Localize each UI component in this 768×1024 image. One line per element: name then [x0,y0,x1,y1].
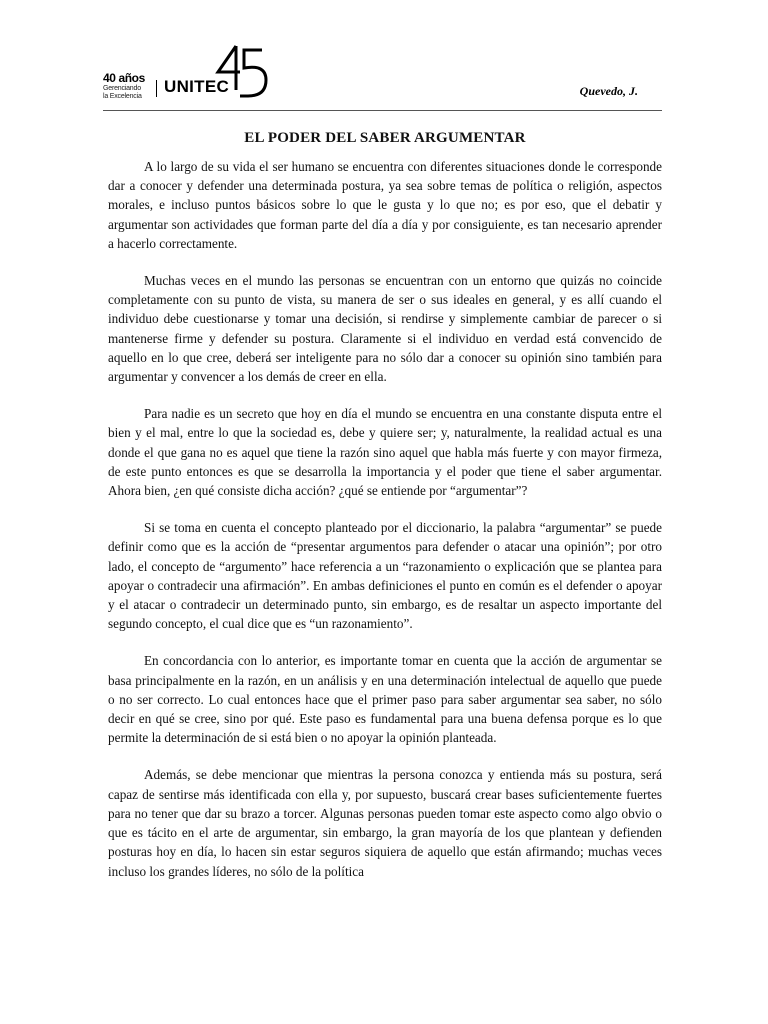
anniversary-tagline-line2: la Excelencia [103,93,142,100]
author-name: Quevedo, J. [579,84,638,98]
paragraph: A lo largo de su vida el ser humano se encuentra con diferentes situaciones donde le corresponde dar a conocer y defender una determinada postura, ya sea sobre temas de política o religión, aspectos morales, e incluso puntos básicos sobre lo que le gusta y lo que no; es por eso, que el debatir y argumentar son actividades que forman parte del día a día y por consiguiente, es tan necesario aprender a hacerlo correctamente. [108,159,662,251]
paragraph: Además, se debe mencionar que mientras la persona conozca y entienda más su postura, será capaz de sentirse más identificada con ella y, por supuesto, buscará crear bases suficientemente fuertes para no tener que dar su brazo a torcer. Algunas personas pueden tomar este aspecto como algo obvio o que es tácito en el arte de argumentar, sin embargo, la gran mayoría de los que plantean y defienden posturas hoy en día, lo hacen sin estar seguros siquiera de aquello que están afirmando; muchas veces incluso los grandes líderes, no sólo de la política [108,767,662,879]
anniversary-tagline-line1: Gerenciando [103,85,141,92]
anniversary-title: 40 años [103,71,145,85]
logo-divider [156,80,157,97]
document-title: EL PODER DEL SABER ARGUMENTAR [244,130,526,146]
unitec-brand: UNITEC [164,77,230,96]
paragraph: Muchas veces en el mundo las personas se encuentran con un entorno que quizás no coincide completamente con su punto de vista, su manera de ser o sus ideales en general, y es allí cuando el individuo debe cuestionarse y tomar una decisión, si rendirse y simplemente cambiar de parecer o si mantenerse firme y defender su postura. Claramente si el individuo en verdad está convencido de aquello en lo que cree, deberá ser inteligente para no sólo dar a conocer su opinión sino también para argumentar y convencer a los demás de creer en ella. [108,273,662,385]
paragraph: En concordancia con lo anterior, es importante tomar en cuenta que la acción de argumentar se basa principalmente en la razón, en un análisis y en una determinación intelectual de aquello que puede o no ser correcto. Lo cual entonces hace que el primer paso para saber argumentar sea saber, no sólo decir en qué se cree, sino por qué. Este paso es fundamental para una buena defensa porque es lo que permite la determinación de si está bien o no apoyar la opinión planteada. [108,653,662,746]
anniversary-logo [103,72,163,100]
header-divider [103,110,662,111]
document-body [108,130,662,899]
page-header [0,0,768,110]
paragraph: Si se toma en cuenta el concepto planteado por el diccionario, la palabra “argumentar” se puede definir como que es la acción de “presentar argumentos para defender o atacar una opinión”; por otro lado, el concepto de “argumento” hace referencia a un “razonamiento o explicación que se plantea para apoyar o contradecir una afirmación”. En ambas definiciones el punto en común es el defender o apoyar y el atacar o contradecir un determinado punto, sin embargo, es de resaltar un aspecto importante del segundo concepto, el cual dice que es “un razonamiento”. [108,520,662,632]
unitec-45-logo-icon [214,44,270,100]
paragraph: Para nadie es un secreto que hoy en día el mundo se encuentra en una constante disputa entre el bien y el mal, entre lo que la sociedad es, debe y quiere ser; y, naturalmente, la realidad actual es una donde el que gana no es aquel que tiene la razón sino aquel que habla más fuerte y con mayor firmeza, de este punto entonces es que se desarrolla la importancia y el poder que tiene el saber argumentar. Ahora bien, ¿en qué consiste dicha acción? ¿qué se entiende por “argumentar”? [108,406,662,499]
